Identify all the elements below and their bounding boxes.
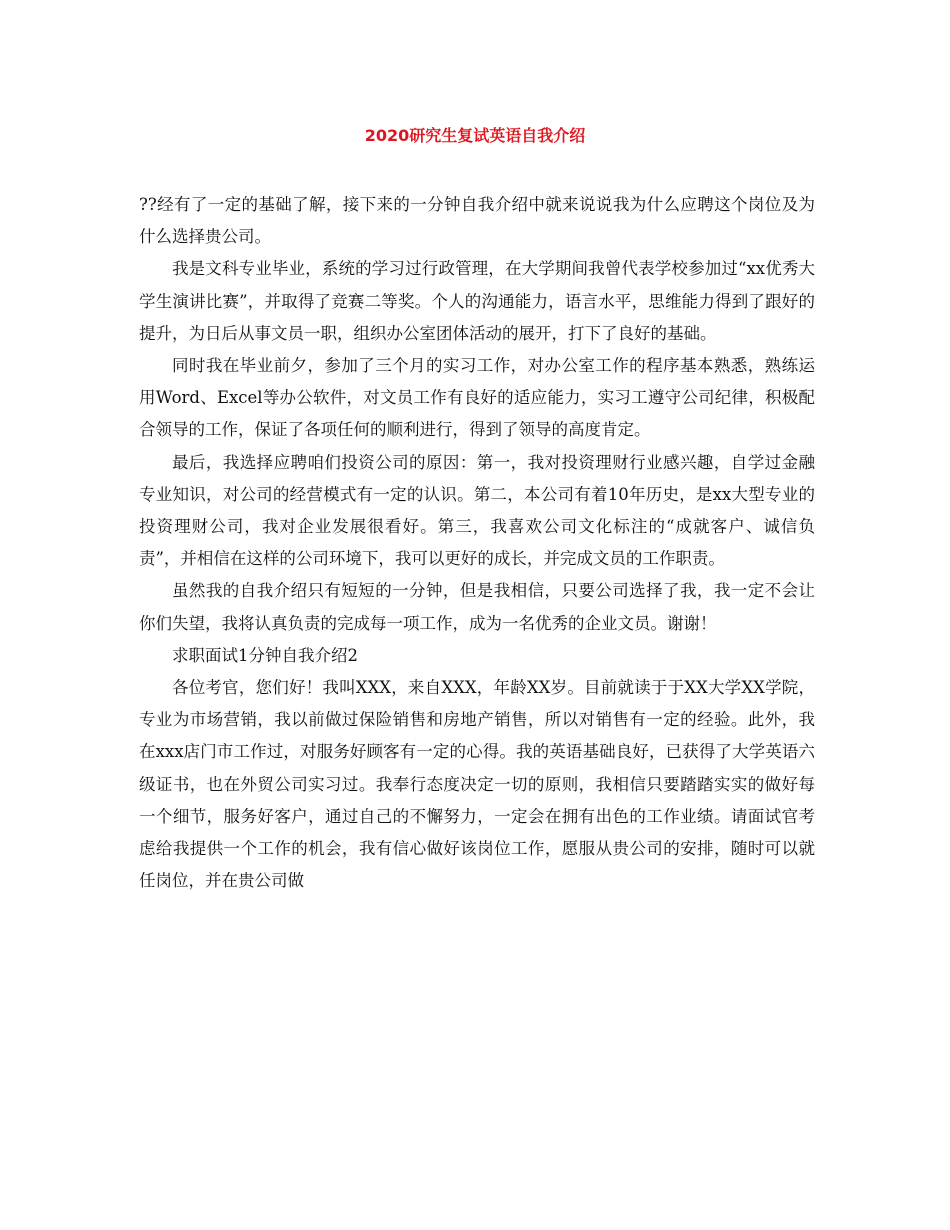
paragraph-internship: 同时我在毕业前夕，参加了三个月的实习工作，对办公室工作的程序基本熟悉，熟练运用Word、Excel等办公软件，对文员工作有良好的适应能力，实习工遵守公司纪律，积极配合领导的工作，保证了各项任何的顺利进行，得到了领导的高度肯定。 [139, 356, 815, 440]
paragraph-intro: ??经有了一定的基础了解，接下来的一分钟自我介绍中就来说说我为什么应聘这个岗位及为什么选择贵公司。 [139, 195, 815, 247]
section-heading: 求职面试1分钟自我介绍2 [172, 645, 358, 665]
paragraph-reasons: 最后，我选择应聘咱们投资公司的原因：第一，我对投资理财行业感兴趣，自学过金融专业知识，对公司的经营模式有一定的认识。第二，本公司有着10年历史，是xx大型专业的投资理财公司，我对企业发展很看好。第三，我喜欢公司文化标注的“成就客户、诚信负责”，并相信在这样的公司环境下，我可以更好的成长，并完成文员的工作职责。 [139, 452, 815, 569]
paragraph-second-intro: 各位考官，您们好！我叫XXX，来自XXX，年龄XX岁。目前就读于于XX大学XX学院，专业为市场营销，我以前做过保险销售和房地产销售，所以对销售有一定的经验。此外，我在xxx店门市工作过，对服务好顾客有一定的心得。我的英语基础良好，已获得了大学英语六级证书，也在外贸公司实习过。我奉行态度决定一切的原则，我相信只要踏踏实实的做好每一个细节，服务好客户，通过自己的不懈努力，一定会在拥有出色的工作业绩。请面试官考虑给我提供一个工作的机会，我有信心做好该岗位工作，愿服从贵公司的安排，随时可以就任岗位，并在贵公司做 [139, 678, 815, 891]
paragraph-education: 我是文科专业毕业，系统的学习过行政管理，在大学期间我曾代表学校参加过“xx优秀大学生演讲比赛”，并取得了竞赛二等奖。个人的沟通能力，语言水平，思维能力得到了跟好的提升，为日后从事文员一职，组织办公室团体活动的展开，打下了良好的基础。 [139, 259, 815, 343]
document-title: 2020研究生复试英语自我介绍 [364, 126, 586, 145]
document-body [139, 189, 815, 897]
paragraph-closing: 虽然我的自我介绍只有短短的一分钟，但是我相信，只要公司选择了我，我一定不会让你们失望，我将认真负责的完成每一项工作，成为一名优秀的企业文员。谢谢！ [139, 581, 815, 633]
